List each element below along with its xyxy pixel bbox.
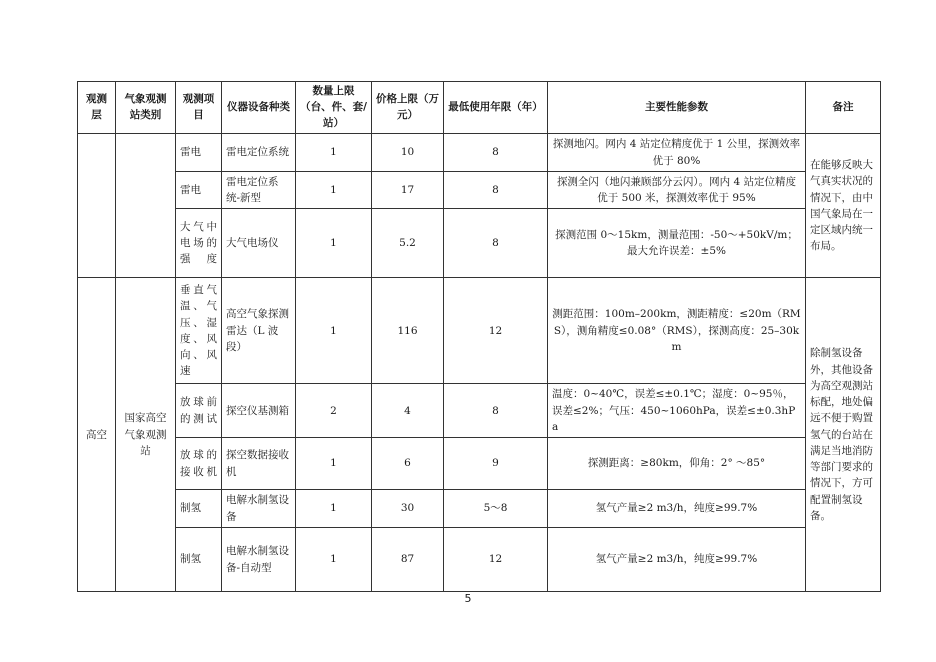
params-cell: 探测全闪（地闪兼顾部分云闪）。网内 4 站定位精度优于 500 米，探测效率优于 95%: [548, 171, 806, 209]
price-cell: 10: [372, 134, 444, 172]
device-cell: 大气电场仪: [222, 209, 296, 278]
device-cell: 电解水制氢设备: [222, 490, 296, 528]
device-cell: 探空数据接收机: [222, 438, 296, 490]
table-row: [78, 171, 881, 209]
years-cell: 5～8: [444, 490, 548, 528]
header-quantity: 数量上限（台、件、套/站）: [296, 82, 372, 134]
item-cell: 制氢: [176, 490, 222, 528]
params-cell: 探测范围 0～15km，测量范围：-50～+50kV/m；最大允许误差：±5%: [548, 209, 806, 278]
price-cell: 6: [372, 438, 444, 490]
equipment-table: [77, 81, 881, 592]
station-cell: 国家高空气象观测站: [116, 278, 176, 592]
table-row: [78, 209, 881, 278]
years-cell: 9: [444, 438, 548, 490]
layer-cell-empty: [78, 134, 116, 278]
params-cell: 探测距离：≥80km，仰角：2° ～85°: [548, 438, 806, 490]
price-cell: 30: [372, 490, 444, 528]
item-cell: 制氢: [176, 528, 222, 592]
price-cell: 87: [372, 528, 444, 592]
device-cell: 电解水制氢设备-自动型: [222, 528, 296, 592]
header-remarks: 备注: [806, 82, 881, 134]
table-row: [78, 278, 881, 384]
header-params: 主要性能参数: [548, 82, 806, 134]
page-number: 5: [464, 592, 472, 605]
years-cell: 8: [444, 134, 548, 172]
quantity-cell: 1: [296, 171, 372, 209]
item-cell: 垂直气温、气压、湿度、风向、风速: [176, 278, 222, 384]
price-cell: 17: [372, 171, 444, 209]
table-row: [78, 384, 881, 438]
device-cell: 雷电定位系统: [222, 134, 296, 172]
station-cell-empty: [116, 134, 176, 278]
quantity-cell: 1: [296, 278, 372, 384]
remarks-cell-upper-air: 除制氢设备外，其他设备为高空观测站标配，地处偏远不便于购置氢气的台站在满足当地消防等部门要求的情况下，方可配置制氢设备。: [806, 278, 881, 592]
params-cell: 氢气产量≥2 m3/h，纯度≥99.7%: [548, 490, 806, 528]
header-layer: 观测层: [78, 82, 116, 134]
years-cell: 8: [444, 384, 548, 438]
params-cell: 测距范围：100m–200km，测距精度：≤20m（RMS），测角精度≤0.08°（RMS），探测高度：25–30km: [548, 278, 806, 384]
quantity-cell: 1: [296, 490, 372, 528]
table-row: [78, 490, 881, 528]
table-row: [78, 134, 881, 172]
params-cell: 氢气产量≥2 m3/h，纯度≥99.7%: [548, 528, 806, 592]
quantity-cell: 1: [296, 528, 372, 592]
years-cell: 12: [444, 278, 548, 384]
quantity-cell: 1: [296, 134, 372, 172]
device-cell: 雷电定位系统-新型: [222, 171, 296, 209]
item-cell: 雷电: [176, 134, 222, 172]
years-cell: 8: [444, 171, 548, 209]
quantity-cell: 2: [296, 384, 372, 438]
years-cell: 8: [444, 209, 548, 278]
header-price: 价格上限（万元）: [372, 82, 444, 134]
params-cell: 温度：0~40℃，误差≤±0.1℃；湿度：0~95％，误差≤2%；气压：450~1060hPa，误差≤±0.3hPa: [548, 384, 806, 438]
device-cell: 探空仪基测箱: [222, 384, 296, 438]
header-device: 仪器设备种类: [222, 82, 296, 134]
header-years: 最低使用年限（年）: [444, 82, 548, 134]
device-cell: 高空气象探测雷达（L 波段）: [222, 278, 296, 384]
price-cell: 4: [372, 384, 444, 438]
item-cell: 放球的接收机: [176, 438, 222, 490]
item-cell: 放球前的测试: [176, 384, 222, 438]
header-station-type: 气象观测站类别: [116, 82, 176, 134]
header-row: [78, 82, 881, 134]
item-cell: 大气中电场的强度: [176, 209, 222, 278]
item-cell: 雷电: [176, 171, 222, 209]
quantity-cell: 1: [296, 209, 372, 278]
params-cell: 探测地闪。网内 4 站定位精度优于 1 公里，探测效率优于 80%: [548, 134, 806, 172]
years-cell: 12: [444, 528, 548, 592]
remarks-cell-lightning: 在能够反映大气真实状况的情况下，由中国气象局在一定区域内统一布局。: [806, 134, 881, 278]
table-row: [78, 438, 881, 490]
layer-cell: 高空: [78, 278, 116, 592]
table-row: [78, 528, 881, 592]
quantity-cell: 1: [296, 438, 372, 490]
header-item: 观测项目: [176, 82, 222, 134]
price-cell: 5.2: [372, 209, 444, 278]
price-cell: 116: [372, 278, 444, 384]
